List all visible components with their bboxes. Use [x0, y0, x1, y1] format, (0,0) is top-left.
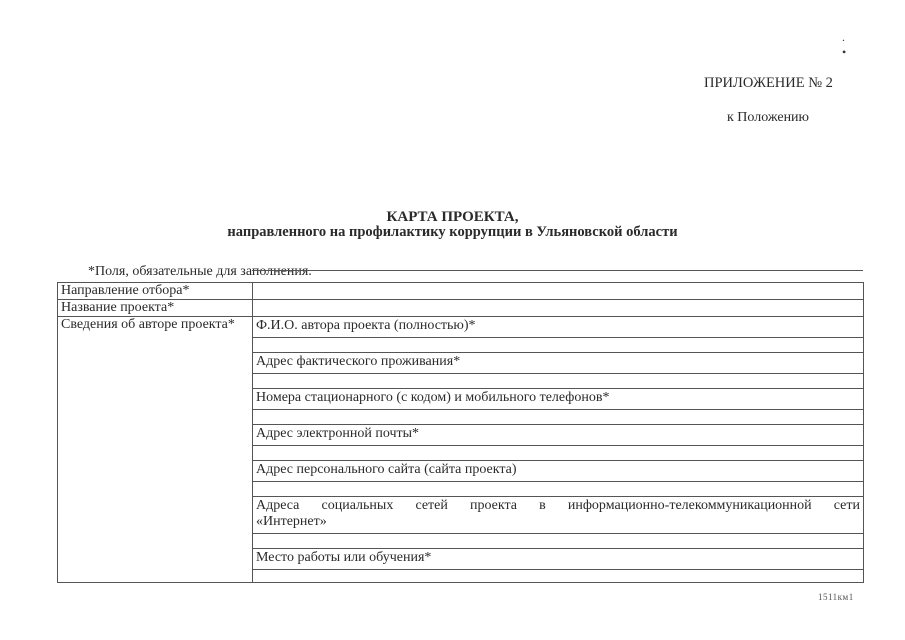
- appendix-number: ПРИЛОЖЕНИЕ № 2: [704, 75, 833, 91]
- email-field[interactable]: [256, 425, 860, 461]
- workplace-label: Место работы или обучения*: [256, 550, 432, 565]
- project-name-field[interactable]: [253, 300, 864, 317]
- social-networks-field[interactable]: [256, 497, 860, 549]
- table-row: [58, 283, 864, 300]
- project-card-table: [57, 282, 864, 583]
- required-fields-note: *Поля, обязательные для заполнения.: [88, 264, 312, 279]
- selection-direction-label: Направление отбора*: [58, 283, 253, 300]
- author-name-field[interactable]: [256, 317, 860, 353]
- website-label: Адрес персонального сайта (сайта проекта): [256, 462, 517, 477]
- table-row: [58, 300, 864, 317]
- phone-numbers-label: Номера стационарного (с кодом) и мобильного телефонов*: [256, 390, 610, 405]
- author-info-label: Сведения об авторе проекта*: [58, 317, 253, 583]
- document-subtitle: направленного на профилактику коррупции в Ульяновской области: [227, 224, 678, 240]
- residence-address-field[interactable]: [256, 353, 860, 389]
- author-info-fields: [253, 317, 864, 583]
- author-name-label: Ф.И.О. автора проекта (полностью)*: [256, 318, 476, 333]
- phone-numbers-field[interactable]: [256, 389, 860, 425]
- website-field[interactable]: [256, 461, 860, 497]
- regulation-reference: к Положению: [727, 110, 810, 125]
- top-rule: [252, 270, 863, 271]
- social-networks-label-line1: Адреса социальных сетей проекта в информационно-телекоммуникационной сети: [256, 498, 860, 513]
- corner-marks: . •: [842, 30, 867, 59]
- document-code: 1511км1: [818, 592, 854, 602]
- social-networks-label-line2: «Интернет»: [256, 514, 327, 529]
- table-row: [58, 317, 864, 583]
- workplace-field[interactable]: [256, 549, 860, 582]
- email-label: Адрес электронной почты*: [256, 426, 420, 441]
- project-name-label: Название проекта*: [58, 300, 253, 317]
- document-title: КАРТА ПРОЕКТА,: [386, 209, 519, 225]
- selection-direction-field[interactable]: [253, 283, 864, 300]
- residence-address-label: Адрес фактического проживания*: [256, 354, 461, 369]
